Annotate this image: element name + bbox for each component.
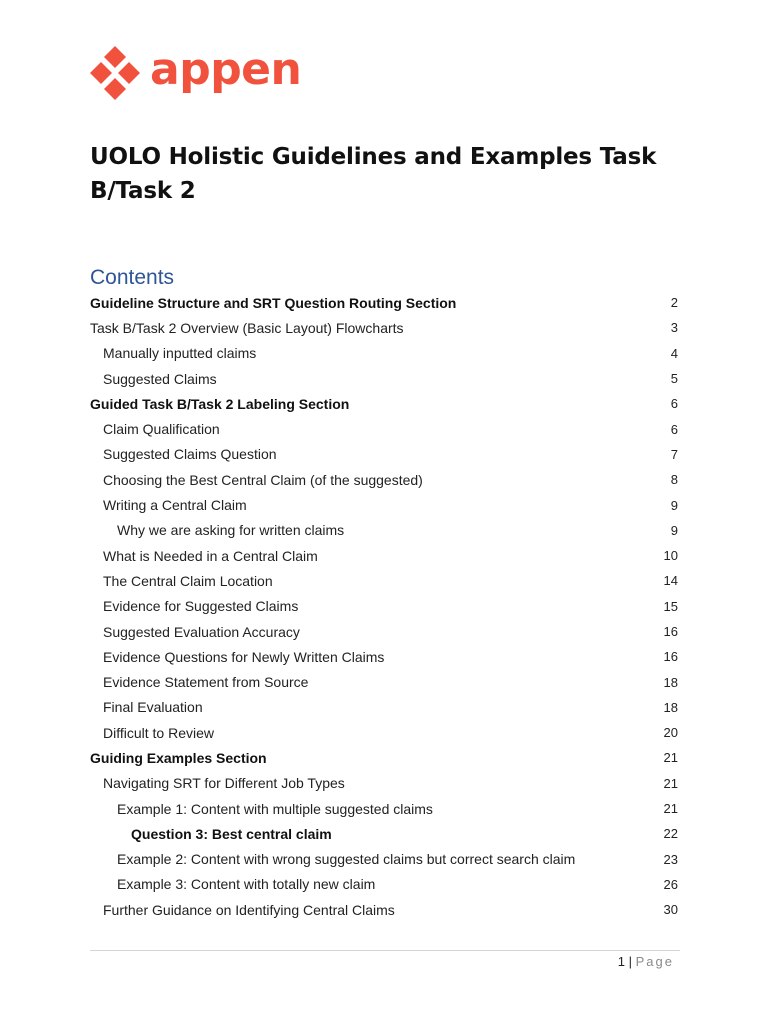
toc-entry-label: Further Guidance on Identifying Central Claims — [103, 901, 395, 918]
toc-entry[interactable] — [90, 695, 678, 720]
toc-entry[interactable] — [90, 467, 678, 492]
toc-entry[interactable] — [90, 669, 678, 694]
toc-entry-label: Manually inputted claims — [103, 345, 257, 362]
toc-entry-page-number: 7 — [670, 446, 678, 462]
toc-entry[interactable] — [90, 442, 678, 467]
toc-entry-label: The Central Claim Location — [103, 572, 273, 589]
toc-entry[interactable] — [90, 543, 678, 568]
toc-entry-page-number: 2 — [670, 295, 678, 311]
toc-entry-page-number: 16 — [663, 624, 678, 639]
toc-entry-label: Suggested Claims — [103, 370, 217, 387]
toc-entry-label: Evidence Statement from Source — [103, 674, 309, 691]
toc-entry[interactable] — [90, 796, 678, 821]
toc-entry-page-number: 18 — [663, 674, 678, 690]
footer-separator: | — [628, 954, 632, 969]
toc-entry[interactable] — [90, 315, 678, 340]
toc-entry-label: Suggested Evaluation Accuracy — [103, 623, 300, 640]
toc-entry[interactable] — [90, 897, 678, 922]
toc-entry-page-number: 4 — [670, 345, 678, 361]
appen-logo — [90, 44, 301, 102]
footer-page-word: Page — [635, 954, 674, 969]
toc-entry-label: Final Evaluation — [103, 699, 203, 716]
toc-entry-label: Guided Task B/Task 2 Labeling Section — [90, 395, 350, 412]
toc-entry-page-number: 8 — [670, 472, 678, 488]
toc-entry-label: Suggested Claims Question — [103, 446, 277, 463]
table-of-contents — [90, 290, 678, 922]
toc-entry-page-number: 10 — [663, 548, 678, 564]
toc-entry-label: Choosing the Best Central Claim (of the suggested) — [103, 471, 423, 488]
toc-entry-page-number: 23 — [663, 851, 678, 867]
toc-entry-label: Question 3: Best central claim — [131, 825, 332, 842]
toc-entry-page-number: 9 — [670, 522, 678, 538]
toc-entry[interactable] — [90, 341, 678, 366]
toc-entry-label: Difficult to Review — [103, 724, 215, 741]
toc-entry-label: Example 1: Content with multiple suggested claims — [117, 800, 433, 817]
toc-entry[interactable] — [90, 391, 678, 416]
toc-entry[interactable] — [90, 720, 678, 745]
toc-entry[interactable] — [90, 821, 678, 846]
document-title: UOLO Holistic Guidelines and Examples Task B/Task 2 — [90, 144, 657, 204]
toc-entry-page-number: 21 — [663, 775, 678, 791]
toc-entry[interactable] — [90, 290, 678, 315]
toc-entry-label: Guideline Structure and SRT Question Routing Section — [90, 294, 457, 311]
toc-entry[interactable] — [90, 518, 678, 543]
toc-entry[interactable] — [90, 644, 678, 669]
toc-entry-page-number: 6 — [670, 396, 678, 412]
logo-wordmark: appen — [150, 44, 302, 95]
toc-entry-page-number: 5 — [670, 371, 678, 387]
toc-entry[interactable] — [90, 366, 678, 391]
toc-entry[interactable] — [90, 619, 678, 644]
toc-entry[interactable] — [90, 568, 678, 593]
toc-entry-label: What is Needed in a Central Claim — [103, 547, 318, 564]
toc-entry-page-number: 22 — [663, 826, 678, 842]
toc-entry-page-number: 20 — [663, 725, 678, 741]
contents-heading: Contents — [90, 266, 175, 289]
page-footer — [618, 954, 674, 969]
toc-entry-page-number: 21 — [663, 801, 678, 817]
toc-entry-page-number: 15 — [663, 598, 678, 614]
toc-entry-label: Evidence for Suggested Claims — [103, 598, 299, 615]
toc-entry[interactable] — [90, 594, 678, 619]
toc-entry-page-number: 21 — [663, 750, 678, 766]
footer-page-number: 1 — [617, 954, 625, 969]
toc-entry-page-number: 26 — [663, 876, 678, 892]
toc-entry-label: Evidence Questions for Newly Written Claims — [103, 648, 385, 665]
toc-entry-label: Claim Qualification — [103, 421, 220, 438]
toc-entry-page-number: 6 — [670, 421, 678, 437]
toc-entry-page-number: 9 — [670, 497, 678, 513]
toc-entry-page-number: 3 — [670, 320, 678, 336]
toc-entry-label: Writing a Central Claim — [103, 497, 247, 514]
toc-entry-page-number: 16 — [663, 649, 678, 665]
toc-entry-label: Example 3: Content with totally new claim — [117, 876, 376, 893]
toc-entry[interactable] — [90, 745, 678, 770]
toc-entry-label: Why we are asking for written claims — [117, 522, 345, 539]
toc-entry[interactable] — [90, 492, 678, 517]
toc-entry[interactable] — [90, 847, 678, 872]
toc-entry-page-number: 14 — [663, 573, 678, 589]
toc-entry-label: Task B/Task 2 Overview (Basic Layout) Flowcharts — [90, 319, 404, 336]
toc-entry[interactable] — [90, 872, 678, 897]
toc-entry-page-number: 30 — [663, 902, 678, 918]
footer-divider — [90, 950, 680, 951]
toc-entry[interactable] — [90, 771, 678, 796]
toc-entry-label: Guiding Examples Section — [90, 749, 267, 766]
toc-entry-label: Navigating SRT for Different Job Types — [103, 775, 345, 792]
toc-entry-page-number: 18 — [663, 699, 678, 715]
toc-entry-label: Example 2: Content with wrong suggested claims but correct search claim — [117, 851, 576, 868]
appen-logo-mark-icon — [90, 46, 140, 100]
toc-entry[interactable] — [90, 416, 678, 441]
